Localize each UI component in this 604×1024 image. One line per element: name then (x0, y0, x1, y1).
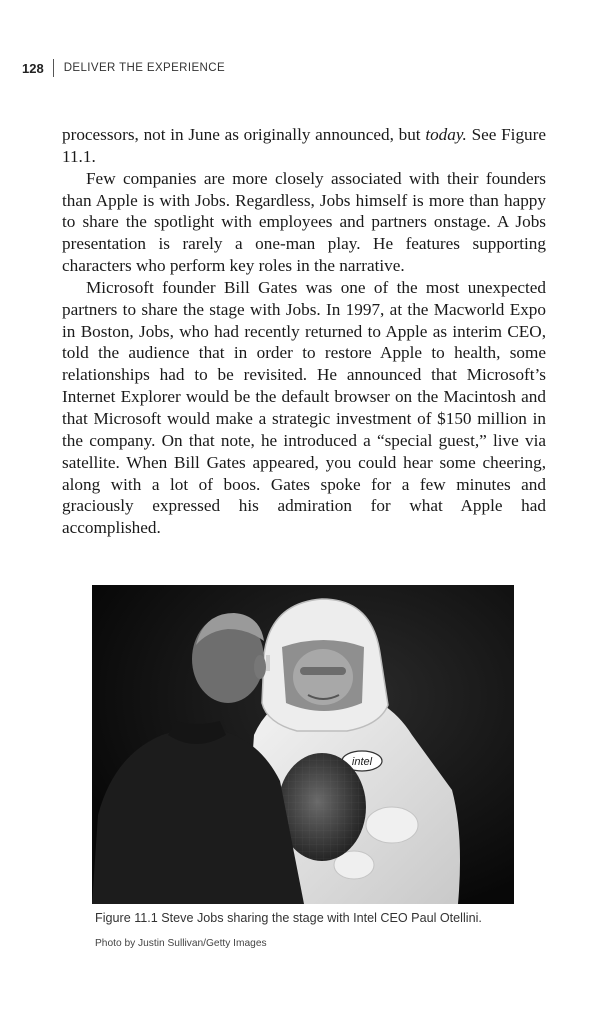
body-text (62, 124, 546, 539)
paragraph-1-lead: processors, not in June as originally announced, but (62, 125, 426, 144)
photo-credit: Photo by Justin Sullivan/Getty Images (95, 938, 267, 949)
paragraph-2: Few companies are more closely associated with their founders than Apple is with Jobs. Regardless, Jobs himself is more than happy to share the spotlight with employees and partners onstage. A Jobs presentation is rarely a one-man play. He features supporting characters who perform key roles in the narrative. (62, 168, 546, 276)
page-number: 128 (22, 60, 44, 76)
page-header (22, 58, 225, 78)
running-head: DELIVER THE EXPERIENCE (63, 62, 226, 74)
paragraph-1 (62, 124, 546, 168)
intel-logo-text: intel (351, 756, 373, 768)
figure-caption: Figure 11.1 Steve Jobs sharing the stage with Intel CEO Paul Otellini. (95, 911, 482, 925)
photo-illustration (92, 585, 514, 904)
figure-photo (92, 585, 514, 904)
paragraph-3: Microsoft founder Bill Gates was one of the most unexpected partners to share the stage with Jobs. In 1997, at the Macworld Expo in Boston, Jobs, who had recently returned to Apple as interim CEO, told the audience that in order to restore Apple to health, some relationships had to be revisited. He announced that Microsoft’s Internet Explorer would be the default browser on the Macintosh and that Microsoft would make a strategic investment of $150 million in the company. On that note, he introduced a “special guest,” live via satellite. When Bill Gates appeared, you could hear some cheering, along with a lot of boos. Gates spoke for a few minutes and graciously expressed his admiration for what Apple had accomplished. (62, 277, 546, 538)
paragraph-1-tail: See Figure 11.1. (62, 125, 546, 166)
paragraph-1-italic: today. (425, 125, 467, 144)
face (293, 649, 353, 705)
header-divider (53, 59, 54, 77)
